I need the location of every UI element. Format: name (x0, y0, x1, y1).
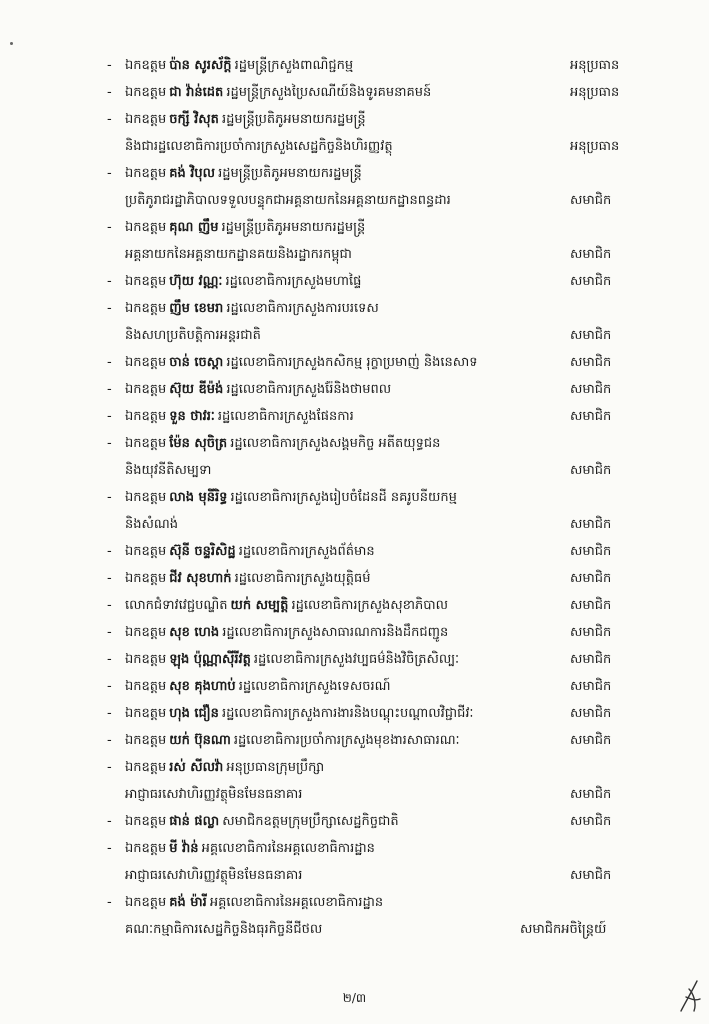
member-line-main (0, 592, 709, 619)
member-name: គង់ វិបុល (169, 166, 216, 181)
member-role-cell (570, 457, 611, 484)
member-role-cell (570, 79, 619, 106)
member-line-main (0, 646, 709, 673)
member-entry (0, 565, 709, 592)
member-name: ជា វ៉ាន់ដេត (169, 85, 224, 100)
member-title: ឯកឧត្តម (125, 841, 167, 856)
member-entry (0, 484, 709, 538)
member-text (125, 673, 565, 700)
member-role: សមាជិក (570, 868, 612, 883)
member-position-continued: ប្រតិភូរាជរដ្ឋាភិបាលទទួលបន្ទុកជាអគ្គនាយកនៃអគ្គនាយកដ្ឋានពន្ធដារ (125, 193, 451, 208)
member-line-main (0, 538, 709, 565)
member-line-main (0, 79, 709, 106)
member-text (125, 268, 565, 295)
member-text (125, 646, 565, 673)
member-title: ឯកឧត្តម (125, 436, 167, 451)
member-role: សមាជិក (570, 571, 612, 586)
bullet-dash: - (107, 706, 112, 721)
member-entry (0, 619, 709, 646)
member-role: សមាជិក (570, 679, 612, 694)
bullet-dash: - (107, 679, 112, 694)
bullet-dash: - (107, 760, 112, 775)
member-entry (0, 592, 709, 619)
member-entry (0, 376, 709, 403)
member-entry (0, 160, 709, 214)
member-title: ឯកឧត្តម (125, 625, 167, 640)
member-line-main (0, 565, 709, 592)
bullet-dash: - (107, 598, 112, 613)
member-role-cell (570, 619, 611, 646)
member-title: ឯកឧត្តម (125, 706, 167, 721)
member-position: រដ្ឋលេខាធិការក្រសួងវប្បធម៌និងវិចិត្រសិល្បៈ (253, 652, 460, 667)
member-role-cell (570, 187, 611, 214)
member-position: រដ្ឋលេខាធិការក្រសួងរៀបចំដែនដី នគរូបនីយកម្ម (230, 490, 457, 505)
member-title: ឯកឧត្តម (125, 544, 167, 559)
member-role: សមាជិក (570, 598, 612, 613)
member-role-cell (570, 241, 611, 268)
member-position: រដ្ឋលេខាធិការក្រសួងមហាផ្ទៃ (225, 274, 362, 289)
member-position: រដ្ឋលេខាធិការក្រសួងទេសចរណ៍ (238, 679, 391, 694)
member-role-cell (570, 646, 611, 673)
member-title: ឯកឧត្តម (125, 490, 167, 505)
member-title: ឯកឧត្តម (125, 679, 167, 694)
member-position-continued: និងសហប្រតិបត្តិការអន្តរជាតិ (125, 328, 261, 343)
member-role: សមាជិក (570, 544, 612, 559)
member-role: អនុប្រធាន (570, 85, 620, 100)
member-position: អគ្គលេខាធិការនៃអគ្គលេខាធិការដ្ឋាន (201, 841, 375, 856)
member-position: រដ្ឋមន្ត្រីប្រតិភូអមនាយករដ្ឋមន្ត្រី (221, 220, 366, 235)
member-role-cell (520, 916, 606, 943)
bullet-dash: - (107, 895, 112, 910)
member-text (125, 808, 565, 835)
member-name: យក់ សម្បត្តិ (230, 598, 289, 613)
bullet-dash: - (107, 355, 112, 370)
member-role-cell (570, 403, 611, 430)
member-title: ឯកឧត្តម (125, 571, 167, 586)
member-entry (0, 430, 709, 484)
member-text (125, 430, 565, 457)
member-name: ស៊ុនី ចន្ទរិសិដ្ឋ (169, 544, 236, 559)
member-text (125, 754, 565, 781)
member-name: ញឹម ខេមរា (169, 301, 224, 316)
member-text (125, 214, 565, 241)
member-text (125, 349, 565, 376)
member-line-main (0, 349, 709, 376)
member-position-continued: គណៈកម្មាធិការសេដ្ឋកិច្ចនិងធុរកិច្ចនីជីថល (125, 922, 323, 937)
member-line-main (0, 835, 709, 862)
member-position: រដ្ឋលេខាធិការក្រសួងសុខាភិបាល (291, 598, 448, 613)
member-entry (0, 808, 709, 835)
member-role: សមាជិក (570, 247, 612, 262)
member-position: សមាជិកឧត្តមក្រុមប្រឹក្សាសេដ្ឋកិច្ចជាតិ (222, 814, 399, 829)
member-position-continued: និងជារដ្ឋលេខាធិការប្រចាំការក្រសួងសេដ្ឋកិច្ចនិងហិរញ្ញវត្ថុ (125, 139, 393, 154)
member-line-main (0, 52, 709, 79)
bullet-dash: - (107, 841, 112, 856)
member-position: រដ្ឋមន្ត្រីក្រសួងពាណិជ្ជកម្ម (234, 58, 354, 73)
member-entry (0, 295, 709, 349)
member-position: អគ្គលេខាធិការនៃអគ្គលេខាធិការដ្ឋាន (209, 895, 384, 910)
member-entry (0, 727, 709, 754)
member-position: រដ្ឋលេខាធិការក្រសួងសង្គមកិច្ច អតីតយុទ្ធជន (230, 436, 441, 451)
member-position: រដ្ឋលេខាធិការក្រសួងផែនការ (217, 409, 354, 424)
member-position-continued: និងយុវនីតិសម្បទា (125, 463, 212, 478)
member-role: សមាជិក (570, 382, 612, 397)
member-name: មី វ៉ាន់ (169, 841, 199, 856)
bullet-dash: - (107, 571, 112, 586)
member-line-main (0, 700, 709, 727)
member-entry (0, 52, 709, 79)
member-line-main (0, 619, 709, 646)
member-text (125, 835, 565, 862)
member-entry (0, 889, 709, 943)
member-role-cell (570, 862, 611, 889)
member-position: អនុប្រធានក្រុមប្រឹក្សា (226, 760, 325, 775)
member-position: រដ្ឋមន្ត្រីប្រតិភូអមនាយករដ្ឋមន្ត្រី (221, 112, 366, 127)
initial-signature (677, 975, 703, 1015)
member-role-cell (570, 538, 611, 565)
member-role: សមាជិក (570, 787, 612, 802)
member-title: ឯកឧត្តម (125, 895, 167, 910)
member-position: រដ្ឋមន្ត្រីប្រតិភូអមនាយករដ្ឋមន្ត្រី (218, 166, 362, 181)
member-entry (0, 754, 709, 808)
member-title: ឯកឧត្តម (125, 409, 167, 424)
member-role-cell (570, 700, 611, 727)
member-line-main (0, 403, 709, 430)
member-role-cell (570, 322, 611, 349)
member-line-continued (0, 457, 709, 484)
member-name: លាង មុនីរិទ្ធ (169, 490, 228, 505)
member-position: រដ្ឋលេខាធិការក្រសួងកសិកម្ម រុក្ខាប្រមាញ់ និងនេសាទ (226, 355, 478, 370)
member-role-cell (570, 781, 611, 808)
member-line-main (0, 484, 709, 511)
member-title: ឯកឧត្តម (125, 301, 167, 316)
bullet-dash: - (107, 733, 112, 748)
member-line-main (0, 376, 709, 403)
member-role-cell (570, 511, 611, 538)
member-text (125, 376, 565, 403)
member-line-main (0, 106, 709, 133)
member-title: ឯកឧត្តម (125, 112, 167, 127)
member-entry (0, 214, 709, 268)
member-position-continued: អគ្គនាយកនៃអគ្គនាយកដ្ឋានគយនិងរដ្ឋាករកម្ពុជា (125, 247, 352, 262)
member-line-main (0, 727, 709, 754)
member-position: រដ្ឋលេខាធិការក្រសួងសាធារណការនិងដឹកជញ្ជូន (222, 625, 449, 640)
member-entry (0, 268, 709, 295)
member-position: រដ្ឋលេខាធិការក្រសួងការងារនិងបណ្តុះបណ្តាលវិជ្ជាជីវៈ (221, 706, 474, 721)
member-title: ឯកឧត្តម (125, 733, 167, 748)
bullet-dash: - (107, 625, 112, 640)
member-name: ហុង ជឿន (169, 706, 219, 721)
member-name: ឡុង ប៉ុណ្ណាស៊ីរីវត្ត (169, 652, 251, 667)
member-role-cell (570, 727, 611, 754)
member-position: រដ្ឋលេខាធិការក្រសួងរ៉ែនិងថាមពល (226, 382, 392, 397)
member-text (125, 727, 565, 754)
member-name: ស៊ុយ ឌីម៉ង់ (169, 382, 224, 397)
bullet-dash: - (107, 409, 112, 424)
member-position-continued: និងសំណង់ (125, 517, 179, 532)
bullet-dash: - (107, 166, 112, 181)
member-role: សមាជិក (570, 193, 612, 208)
member-name: គង់ ម៉ារី (169, 895, 207, 910)
member-title: ឯកឧត្តម (125, 274, 167, 289)
member-title: ឯកឧត្តម (125, 220, 167, 235)
member-entry (0, 349, 709, 376)
member-position-continued: អាជ្ញាធរសេវាហិរញ្ញវត្ថុមិនមែនធនាគារ (125, 787, 303, 802)
member-entry (0, 673, 709, 700)
member-line-main (0, 889, 709, 916)
member-line-continued (0, 862, 709, 889)
member-entry (0, 403, 709, 430)
bullet-dash: - (107, 490, 112, 505)
member-entry (0, 646, 709, 673)
member-line-continued (0, 133, 709, 160)
bullet-dash: - (107, 85, 112, 100)
member-role-cell (570, 565, 611, 592)
member-line-main (0, 673, 709, 700)
member-line-main (0, 214, 709, 241)
member-name: រស់ សីលវ៉ា (169, 760, 224, 775)
page-number: ២/៣ (342, 991, 367, 1005)
member-role: សមាជិក (570, 328, 612, 343)
member-line-main (0, 808, 709, 835)
member-text (125, 592, 565, 619)
member-name: ចក្សី វិសុត (169, 112, 219, 127)
member-role: សមាជិក (570, 517, 612, 532)
member-text (125, 889, 565, 916)
member-role: សមាជិក (570, 733, 612, 748)
member-text (125, 619, 565, 646)
member-line-main (0, 160, 709, 187)
member-name: ប៉ាន សូរស័ក្តិ (169, 58, 232, 73)
bullet-dash: - (107, 301, 112, 316)
member-line-main (0, 268, 709, 295)
member-role-cell (570, 133, 619, 160)
member-entry (0, 106, 709, 160)
member-role-cell (570, 808, 611, 835)
member-name: សុខ គុងហាប់ (169, 679, 236, 694)
bullet-dash: - (107, 58, 112, 73)
bullet-dash: - (107, 220, 112, 235)
member-role-cell (570, 52, 619, 79)
member-role-cell (570, 376, 611, 403)
member-entry (0, 835, 709, 889)
member-line-continued (0, 916, 709, 943)
member-list (0, 52, 709, 943)
member-role-cell (570, 673, 611, 700)
member-position: រដ្ឋលេខាធិការក្រសួងយុត្តិធម៌ (234, 571, 371, 586)
member-name: គុណ ញឹម (169, 220, 219, 235)
member-text (125, 79, 565, 106)
member-line-continued (0, 322, 709, 349)
bullet-dash: - (107, 814, 112, 829)
member-role: សមាជិក (570, 706, 612, 721)
member-text (125, 160, 565, 187)
member-role: អនុប្រធាន (570, 58, 620, 73)
member-role: សមាជិក (570, 274, 612, 289)
member-role: សមាជិក (570, 625, 612, 640)
member-position: រដ្ឋលេខាធិការក្រសួងព័ត៌មាន (238, 544, 375, 559)
member-line-continued (0, 781, 709, 808)
member-text (125, 700, 565, 727)
bullet-dash: - (107, 382, 112, 397)
member-text (125, 484, 565, 511)
scan-speck (10, 42, 13, 45)
member-text (125, 538, 565, 565)
member-role: សមាជិកអចិន្ត្រៃយ៍ (520, 922, 607, 937)
member-entry (0, 538, 709, 565)
member-line-continued (0, 241, 709, 268)
member-title: ឯកឧត្តម (125, 382, 167, 397)
bullet-dash: - (107, 436, 112, 451)
member-role: សមាជិក (570, 463, 612, 478)
member-name: យក់ ប៊ុនណា (169, 733, 231, 748)
member-name: ទួន ថាវរៈ (169, 409, 215, 424)
bullet-dash: - (107, 544, 112, 559)
member-name: ជីវ សុខហាក់ (169, 571, 232, 586)
member-role-cell (570, 349, 611, 376)
member-role: អនុប្រធាន (570, 139, 620, 154)
member-position-continued: អាជ្ញាធរសេវាហិរញ្ញវត្ថុមិនមែនធនាគារ (125, 868, 303, 883)
member-text (125, 403, 565, 430)
member-title: ឯកឧត្តម (125, 85, 167, 100)
member-line-main (0, 754, 709, 781)
member-role: សមាជិក (570, 814, 612, 829)
member-text (125, 295, 565, 322)
member-title: ឯកឧត្តម (125, 58, 167, 73)
member-position: រដ្ឋលេខាធិការប្រចាំការក្រសួងមុខងារសាធារណៈ (233, 733, 460, 748)
member-line-main (0, 430, 709, 457)
member-line-continued (0, 511, 709, 538)
member-entry (0, 700, 709, 727)
member-name: ចាន់ ចេស្តា (169, 355, 224, 370)
member-title: ឯកឧត្តម (125, 760, 167, 775)
bullet-dash: - (107, 274, 112, 289)
member-title: លោកជំទាវវេជ្ជបណ្ឌិត (125, 598, 228, 613)
bullet-dash: - (107, 652, 112, 667)
member-role-cell (570, 268, 611, 295)
member-title: ឯកឧត្តម (125, 652, 167, 667)
member-title: ឯកឧត្តម (125, 166, 167, 181)
member-position: រដ្ឋមន្ត្រីក្រសួងប្រៃសណីយ៍និងទូរគមនាគមន៍ (226, 85, 432, 100)
member-text (125, 52, 565, 79)
member-role-cell (570, 592, 611, 619)
member-text (125, 565, 565, 592)
member-name: ម៉ែន សុចិត្រ (169, 436, 228, 451)
member-role: សមាជិក (570, 652, 612, 667)
member-entry (0, 79, 709, 106)
member-role: សមាជិក (570, 355, 612, 370)
member-name: ហ៊ុយ វណ្ណៈ (169, 274, 223, 289)
member-line-main (0, 295, 709, 322)
member-title: ឯកឧត្តម (125, 814, 167, 829)
member-text (125, 106, 565, 133)
member-line-continued (0, 187, 709, 214)
member-role: សមាជិក (570, 409, 612, 424)
bullet-dash: - (107, 112, 112, 127)
member-name: សុខ ហេង (169, 625, 220, 640)
member-name: ផាន់ ផល្លា (169, 814, 220, 829)
member-position: រដ្ឋលេខាធិការក្រសួងការបរទេស (226, 301, 379, 316)
member-title: ឯកឧត្តម (125, 355, 167, 370)
